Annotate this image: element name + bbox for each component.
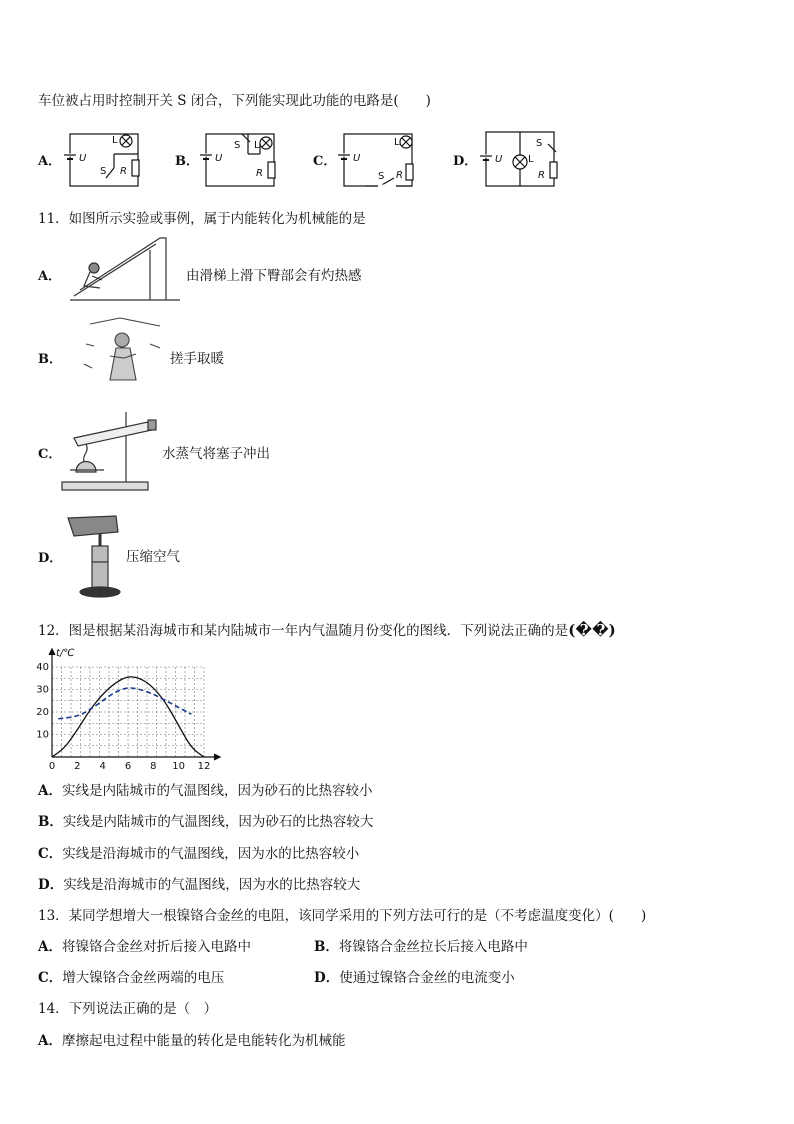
q13-option-a-text: 将镍铬合金丝对折后接入电路中	[61, 939, 251, 955]
circuit-d-l-label: L	[528, 154, 534, 165]
q14-option-a	[38, 1029, 345, 1049]
circuit-d-r-label: R	[538, 170, 545, 181]
q13-stem: 13．某同学想增大一根镍铬合金丝的电阻，该同学采用的下列方法可行的是（不考虑温度变化）( )	[38, 908, 647, 924]
q14-option-a-label: A．	[38, 1033, 62, 1049]
chart-x-tick-label: 0	[48, 761, 56, 772]
chart-x-tick-label: 8	[150, 761, 157, 772]
q10-option-d-label: D．	[453, 154, 478, 169]
rubbing-hands-illustration	[80, 314, 170, 386]
circuit-a-s-label: S	[100, 166, 107, 177]
chart-x-tick-label: 4	[99, 761, 106, 772]
q13-option-b-label: B．	[314, 939, 339, 955]
circuit-diagram-b	[198, 128, 283, 190]
q11-option-a-label: A．	[38, 269, 62, 284]
chart-y-tick-label: 10	[36, 729, 49, 741]
circuit-diagram-c	[336, 128, 421, 190]
circuit-a-u-label: U	[79, 153, 87, 164]
q12-option-b-text: 实线是内陆城市的气温图线，因为砂石的比热容较大	[62, 814, 374, 830]
q13-option-b-text: 将镍铬合金丝拉长后接入电路中	[338, 939, 528, 955]
q13-option-a-label: A．	[38, 939, 62, 955]
chart-series-dashed-line	[58, 688, 191, 719]
slide-illustration	[70, 230, 180, 306]
chart-y-tick-label: 20	[36, 707, 49, 718]
q13-option-c-text: 增大镍铬合金丝两端的电压	[62, 970, 225, 986]
q13-option-d	[314, 966, 515, 986]
circuit-a-r-label: R	[120, 166, 127, 177]
circuit-b-l-label: L	[254, 140, 260, 151]
chart-y-tick-label: 40	[36, 662, 49, 673]
q13-option-d-label: D．	[314, 970, 340, 986]
q14-option-a-text: 摩擦起电过程中能量的转化是电能转化为机械能	[61, 1033, 346, 1049]
circuit-d-s-label: S	[536, 138, 543, 149]
q12-stem-answer-blank: (��)	[568, 621, 616, 639]
circuit-diagram-d	[478, 126, 563, 192]
q12-option-c-text: 实线是沿海城市的气温图线，因为水的比热容较小	[62, 846, 360, 862]
circuit-c-u-label: U	[353, 153, 361, 164]
chart-y-tick-label: 30	[36, 684, 49, 696]
q11-option-b-text: 搓手取暖	[170, 351, 224, 367]
circuit-b-s-label: S	[234, 140, 241, 151]
q10-stem: 车位被占用时控制开关 S 闭合，下列能实现此功能的电路是( )	[38, 93, 431, 109]
chart-x-tick-label: 6	[124, 761, 132, 772]
circuit-c-l-label: L	[394, 137, 400, 148]
q12-option-b	[38, 810, 373, 830]
q12-option-a-text: 实线是内陆城市的气温图线，因为砂石的比热容较小	[61, 783, 373, 799]
circuit-c-s-label: S	[378, 171, 385, 182]
steam-test-tube-illustration	[60, 408, 160, 494]
q12-stem	[38, 619, 616, 639]
circuit-diagram-a	[62, 128, 147, 190]
q11-option-a-text: 由滑梯上滑下臀部会有灼热感	[186, 268, 362, 284]
circuit-b-u-label: U	[215, 153, 223, 164]
q13-option-c	[38, 966, 224, 986]
q11-option-c-text: 水蒸气将塞子冲出	[162, 446, 270, 462]
q14-stem: 14．下列说法正确的是（ ）	[38, 1001, 218, 1017]
q11-option-b-label: B．	[38, 352, 62, 367]
circuit-d-u-label: U	[495, 154, 503, 165]
air-compression-illustration	[64, 512, 124, 600]
temperature-chart	[32, 645, 232, 775]
q12-option-c	[38, 842, 359, 862]
q12-option-a-label: A．	[38, 783, 62, 799]
q13-option-d-text: 使通过镍铬合金丝的电流变小	[339, 970, 515, 986]
chart-x-tick-label: 10	[172, 761, 186, 772]
q13-option-b	[314, 935, 528, 955]
q10-option-c-label: C．	[313, 154, 337, 169]
q10-option-b-label: B．	[175, 154, 199, 169]
q12-option-d	[38, 873, 360, 893]
chart-x-tick-label: 2	[74, 761, 81, 772]
circuit-a-l-label: L	[112, 135, 118, 146]
chart-x-tick-label: 12	[197, 761, 211, 772]
q12-stem-text: 12．图是根据某沿海城市和某内陆城市一年内气温随月份变化的图线．下列说法正确的是	[38, 623, 569, 639]
circuit-b-r-label: R	[256, 168, 263, 179]
q13-option-c-label: C．	[38, 970, 63, 986]
q12-option-d-label: D．	[38, 877, 64, 893]
q10-option-a-label: A．	[38, 154, 62, 169]
q11-option-d-label: D．	[38, 551, 63, 566]
q11-stem: 11．如图所示实验或事例，属于内能转化为机械能的是	[38, 211, 366, 227]
q11-option-c-label: C．	[38, 447, 62, 462]
chart-ylabel: t/℃	[56, 648, 75, 659]
q11-option-d-text: 压缩空气	[126, 549, 180, 565]
q12-option-b-label: B．	[38, 814, 63, 830]
q13-option-a	[38, 935, 251, 955]
q12-option-a	[38, 779, 372, 799]
q12-option-c-label: C．	[38, 846, 63, 862]
q12-option-d-text: 实线是沿海城市的气温图线，因为水的比热容较大	[63, 877, 361, 893]
circuit-c-r-label: R	[396, 170, 403, 181]
temperature-chart-svg	[32, 645, 232, 775]
